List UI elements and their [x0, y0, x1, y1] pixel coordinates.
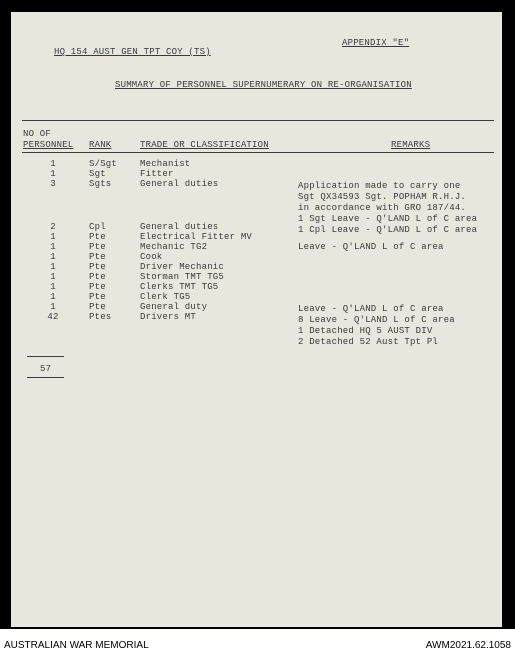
remark-line: 8 Leave - Q'LAND L of C area: [298, 315, 455, 325]
row-rank: Sgts: [89, 179, 112, 189]
row-rank: Pte: [89, 232, 106, 242]
row-no: 1: [50, 262, 56, 272]
remark-line: 2 Detached 52 Aust Tpt Pl: [298, 337, 439, 347]
row-rank: Pte: [89, 302, 106, 312]
row-rank: Pte: [89, 282, 106, 292]
remark-line: 1 Sgt Leave - Q'LAND L of C area: [298, 214, 478, 224]
archive-footer: [0, 629, 515, 653]
header-rank: RANK: [89, 140, 112, 150]
remark-line: 1 Cpl Leave - Q'LAND L of C area: [298, 225, 478, 235]
row-no: 42: [47, 312, 59, 322]
remark-line: Leave - Q'LAND L of C area: [298, 304, 444, 314]
row-rank: Pte: [89, 292, 106, 302]
row-no: 3: [50, 179, 56, 189]
row-trade: General duties: [140, 179, 219, 189]
row-trade: Drivers MT: [140, 312, 197, 322]
header-trade: TRADE OR CLASSIFICATION: [140, 140, 269, 150]
remark-line: 1 Detached HQ 5 AUST DIV: [298, 326, 433, 336]
remark-line: Leave - Q'LAND L of C area: [298, 242, 444, 252]
row-no: 1: [50, 282, 56, 292]
row-no: 1: [50, 252, 56, 262]
header-rule: [22, 152, 494, 153]
row-trade: Clerk TG5: [140, 292, 191, 302]
footer-institution: AUSTRALIAN WAR MEMORIAL: [4, 640, 149, 651]
total-bottom-rule: [27, 377, 64, 378]
row-trade: Electrical Fitter MV: [140, 232, 253, 242]
row-trade: General duty: [140, 302, 208, 312]
row-rank: Cpl: [89, 222, 106, 232]
top-rule: [22, 120, 494, 121]
row-rank: Pte: [89, 262, 106, 272]
document-title: SUMMARY OF PERSONNEL SUPERNUMERARY ON RE-ORGANISATION: [115, 80, 412, 90]
header-remarks: REMARKS: [391, 140, 431, 150]
row-trade: Fitter: [140, 169, 174, 179]
row-no: 1: [50, 159, 56, 169]
row-no: 2: [50, 222, 56, 232]
row-rank: Pte: [89, 272, 106, 282]
row-no: 1: [50, 232, 56, 242]
row-no: 1: [50, 292, 56, 302]
row-trade: Cook: [140, 252, 163, 262]
remark-line: in accordance with GRO 187/44.: [298, 203, 467, 213]
remark-line: Sgt QX34593 Sgt. POPHAM R.H.J.: [298, 192, 467, 202]
unit-heading: HQ 154 AUST GEN TPT COY (TS): [54, 47, 211, 57]
row-no: 1: [50, 272, 56, 282]
row-trade: Mechanist: [140, 159, 191, 169]
row-no: 1: [50, 302, 56, 312]
row-trade: Driver Mechanic: [140, 262, 225, 272]
row-no: 1: [50, 169, 56, 179]
row-rank: Ptes: [89, 312, 112, 322]
total-top-rule: [27, 356, 64, 357]
row-trade: Mechanic TG2: [140, 242, 208, 252]
footer-accession-number: AWM2021.62.1058: [425, 640, 511, 651]
remark-line: Application made to carry one: [298, 181, 461, 191]
row-rank: Pte: [89, 242, 106, 252]
header-no-line1: NO OF: [23, 129, 52, 139]
document-page: [11, 12, 502, 627]
row-rank: Sgt: [89, 169, 106, 179]
row-no: 1: [50, 242, 56, 252]
header-no-line2: PERSONNEL: [23, 140, 74, 150]
appendix-label: APPENDIX "E": [342, 38, 410, 48]
row-trade: Clerks TMT TG5: [140, 282, 219, 292]
total-count: 57: [40, 364, 52, 374]
row-trade: Storman TMT TG5: [140, 272, 225, 282]
row-rank: S/Sgt: [89, 159, 118, 169]
row-trade: General duties: [140, 222, 219, 232]
row-rank: Pte: [89, 252, 106, 262]
